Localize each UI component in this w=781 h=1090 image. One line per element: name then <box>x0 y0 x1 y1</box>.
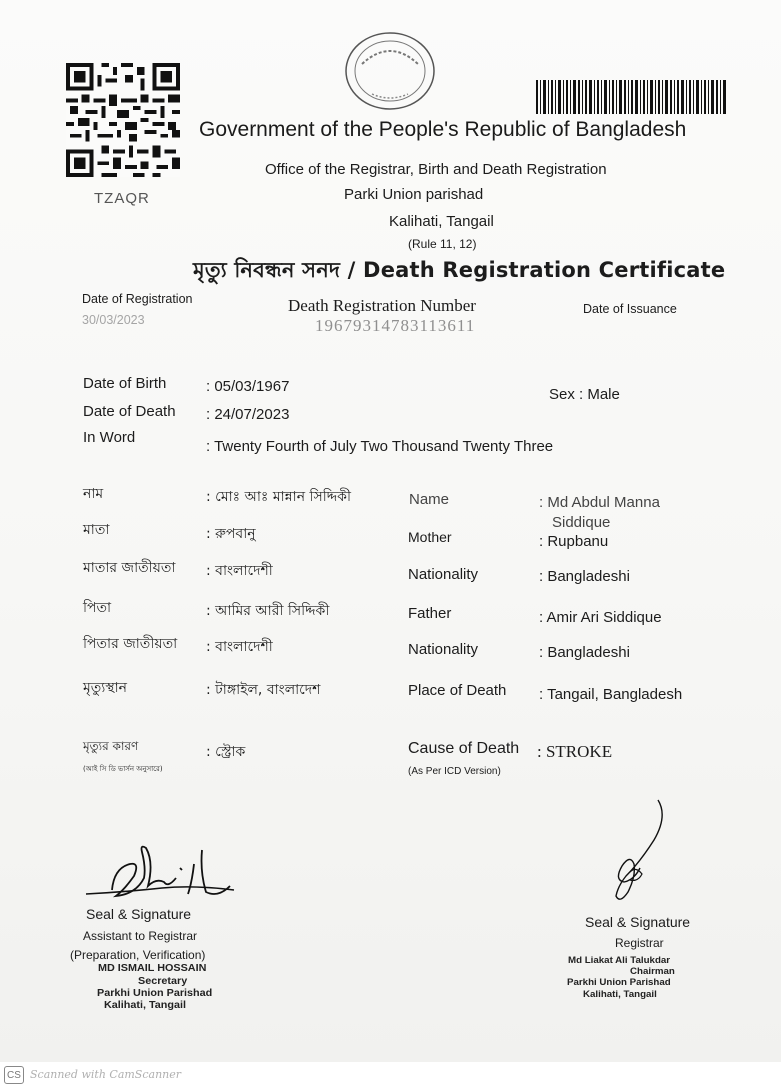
in-word-label: In Word <box>83 429 136 446</box>
camscanner-logo-icon: CS <box>4 1066 24 1084</box>
registration-number-value: 19679314783113611 <box>315 316 476 335</box>
registrar-signature-icon <box>600 796 684 908</box>
scanner-watermark-text: Scanned with CamScanner <box>30 1068 182 1081</box>
cause-of-death-en-value: : STROKE <box>537 742 613 761</box>
left-stamp-designation: Secretary <box>138 976 188 987</box>
place-of-death-en-value: : Tangail, Bangladesh <box>539 686 683 703</box>
mother-bn-value: : রুপবানু <box>206 526 256 542</box>
mother-nationality-bn-value: : বাংলাদেশী <box>206 563 273 579</box>
date-of-registration-label: Date of Registration <box>82 292 193 306</box>
mother-nationality-bn-label: মাতার জাতীয়তা <box>83 560 176 576</box>
sex-value: Sex : Male <box>549 386 620 403</box>
place-of-death-en-label: Place of Death <box>408 682 507 699</box>
right-stamp-office: Parkhi Union Parishad <box>567 977 671 987</box>
mother-en-label: Mother <box>408 529 452 545</box>
name-bn-label: নাম <box>83 486 104 502</box>
right-stamp-designation: Chairman <box>630 966 675 976</box>
cause-of-death-en-note: (As Per ICD Version) <box>408 766 501 777</box>
father-nationality-bn-value: : বাংলাদেশী <box>206 639 273 655</box>
right-stamp-name: Md Liakat Ali Talukdar <box>568 955 671 965</box>
union-name: Parki Union parishad <box>344 186 484 203</box>
right-stamp-location: Kalihati, Tangail <box>583 989 657 999</box>
name-en-value: : Md Abdul Manna <box>539 494 660 511</box>
office-location: Kalihati, Tangail <box>389 213 494 230</box>
rule-reference: (Rule 11, 12) <box>408 237 477 251</box>
mother-nationality-en-label: Nationality <box>408 566 479 583</box>
mother-nationality-en-value: : Bangladeshi <box>539 568 630 585</box>
place-of-death-bn-label: মৃত্যুস্থান <box>83 680 128 696</box>
barcode-icon <box>536 80 728 114</box>
in-word-value: : Twenty Fourth of July Two Thousand Twenty Three <box>206 438 554 455</box>
mother-bn-label: মাতা <box>83 522 110 538</box>
date-of-death-value: : 24/07/2023 <box>206 406 290 423</box>
qr-code-icon <box>66 63 180 177</box>
place-of-death-bn-value: : টাঙ্গাইল, বাংলাদেশ <box>206 682 321 698</box>
left-stamp-name: MD ISMAIL HOSSAIN <box>98 963 207 974</box>
left-stamp-office: Parkhi Union Parishad <box>97 988 213 999</box>
date-of-death-label: Date of Death <box>83 403 176 420</box>
government-title: Government of the People's Republic of Bangladesh <box>199 118 687 141</box>
left-signatory-role-note: (Preparation, Verification) <box>70 948 206 962</box>
father-nationality-bn-label: পিতার জাতীয়তা <box>83 636 178 652</box>
cause-of-death-en-label: Cause of Death <box>408 740 520 757</box>
date-of-issuance-label: Date of Issuance <box>583 302 677 316</box>
cause-of-death-bn-note: (আই সি ডি ভার্সন অনুসারে) <box>83 765 163 773</box>
left-seal-signature-title: Seal & Signature <box>86 906 192 922</box>
date-of-registration-value: 30/03/2023 <box>82 313 145 327</box>
mother-en-value: : Rupbanu <box>539 533 609 550</box>
father-bn-label: পিতা <box>83 600 112 616</box>
office-title: Office of the Registrar, Birth and Death Registration <box>265 161 607 178</box>
registration-number-label: Death Registration Number <box>288 296 476 315</box>
assistant-signature-icon <box>84 838 244 908</box>
father-bn-value: : আমির আরী সিদ্দিকী <box>206 603 330 619</box>
name-bn-value: : মোঃ আঃ মান্নান সিদ্দিকী <box>206 489 351 505</box>
name-en-value-line2: Siddique <box>552 514 611 531</box>
left-signatory-role: Assistant to Registrar <box>83 929 198 943</box>
father-en-label: Father <box>408 605 452 622</box>
father-nationality-en-value: : Bangladeshi <box>539 644 630 661</box>
right-seal-signature-title: Seal & Signature <box>585 914 691 930</box>
father-en-value: : Amir Ari Siddique <box>539 609 662 626</box>
right-signatory-role: Registrar <box>615 936 664 950</box>
date-of-birth-value: : 05/03/1967 <box>206 378 290 395</box>
left-stamp-location: Kalihati, Tangail <box>104 1000 187 1011</box>
certificate-title: মৃত্যু নিবন্ধন সনদ / Death Registration Certificate <box>193 258 726 282</box>
government-seal-icon <box>344 30 436 112</box>
date-of-birth-label: Date of Birth <box>83 375 167 392</box>
cause-of-death-bn-value: : স্ট্রোক <box>206 744 246 760</box>
qr-code-text: TZAQR <box>94 190 150 207</box>
name-en-label: Name <box>409 491 450 508</box>
father-nationality-en-label: Nationality <box>408 641 479 658</box>
cause-of-death-bn-label: মৃত্যুর কারণ <box>83 739 139 753</box>
